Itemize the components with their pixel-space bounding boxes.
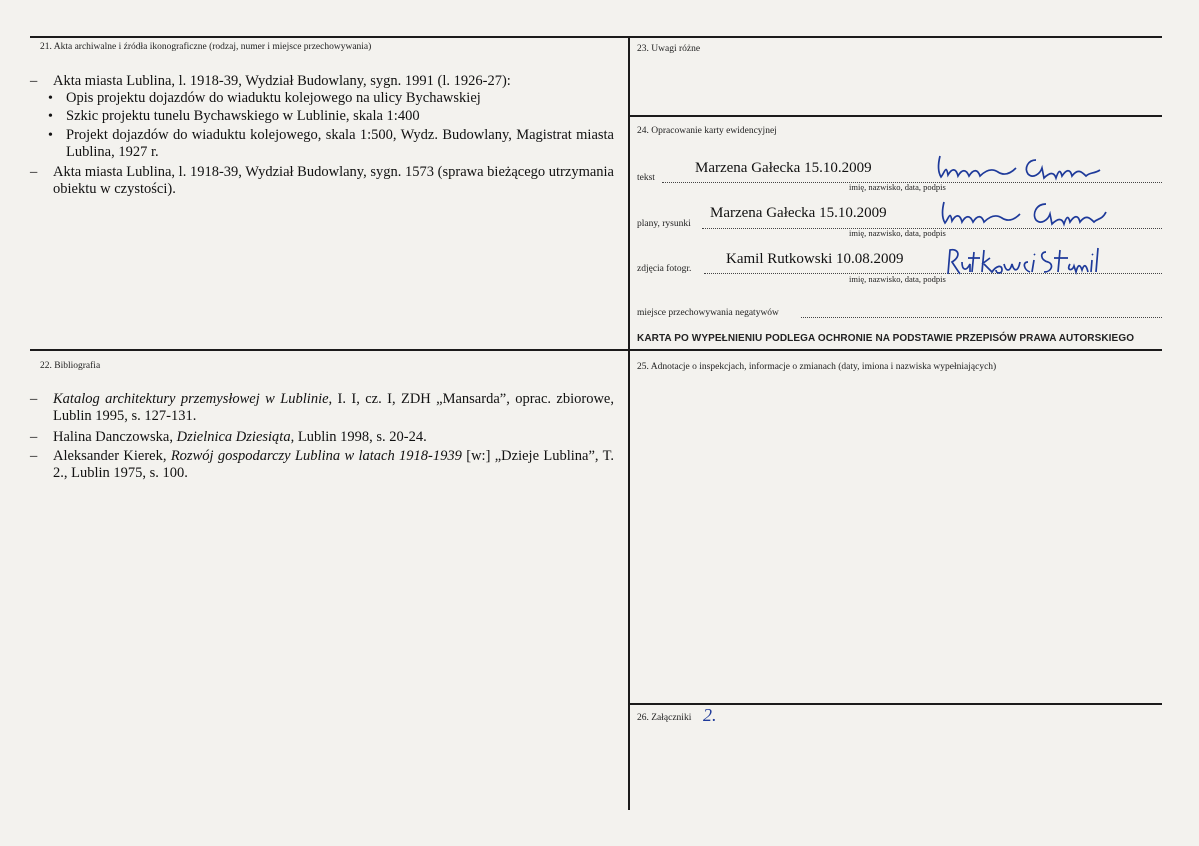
bibliography-item-2-author: Halina Danczowska, (53, 429, 177, 445)
archive-bullet-3 (48, 127, 614, 161)
archive-bullet-2 (48, 108, 614, 125)
middle-rule-right (630, 349, 1162, 351)
photos-author-label: zdjęcia fotogr. (637, 264, 692, 274)
dash-mark: – (30, 391, 38, 407)
drawings-author-label: plany, rysunki (637, 219, 691, 229)
section-22-title: 22. Bibliografia (40, 361, 101, 371)
attachments-count: 2. (703, 705, 717, 725)
section-25-title: 25. Adnotacje o inspekcjach, informacje o zmianach (daty, imiona i nazwiska wypełniających) (637, 362, 997, 372)
negatives-location-line (801, 317, 1162, 318)
top-rule-left (30, 36, 628, 38)
bibliography-item-2 (30, 429, 614, 446)
dash-mark: – (30, 164, 38, 180)
archive-bullet-1-text: Opis projektu dojazdów do wiaduktu kolejowego na ulicy Bychawskiej (66, 90, 481, 106)
section-26-title: 26. Załączniki (637, 713, 692, 723)
section-23-title: 23. Uwagi różne (637, 44, 701, 54)
text-author-value: Marzena Gałecka 15.10.2009 (695, 160, 872, 176)
archive-entry-2-text: Akta miasta Lublina, l. 1918-39, Wydział Budowlany, sygn. 1573 (sprawa bieżącego utrzymania obiektu w czystości). (53, 164, 614, 197)
archive-entry-1-text: Akta miasta Lublina, l. 1918-39, Wydział Budowlany, sygn. 1991 (l. 1926-27): (53, 73, 511, 89)
bibliography-item-3-author: Aleksander Kierek, (53, 448, 171, 464)
photos-author-caption: imię, nazwisko, data, podpis (849, 274, 946, 284)
section-21-title: 21. Akta archiwalne i źródła ikonograficzne (rodzaj, numer i miejsce przechowywania) (40, 42, 372, 52)
negatives-location-label: miejsce przechowywania negatywów (637, 308, 779, 318)
text-author-label: tekst (637, 173, 655, 183)
dash-mark: – (30, 429, 38, 445)
archive-bullet-2-text: Szkic projektu tunelu Bychawskiego w Lublinie, skala 1:400 (66, 108, 420, 124)
bibliography-item-3 (30, 448, 614, 482)
bibliography-item-1-title: Katalog architektury przemysłowej w Lublinie (53, 391, 329, 407)
dash-mark: – (30, 448, 38, 464)
bibliography-item-1-rest: , I. I, cz. I, ZDH „Mansarda”, oprac. zbiorowe, Lublin 1995, s. 127-131. (53, 391, 614, 424)
bullet-mark: • (48, 128, 53, 143)
archive-entry-1 (30, 73, 620, 90)
signature-rutkowski (942, 244, 1102, 280)
bibliography-item-3-title: Rozwój gospodarczy Lublina w latach 1918-1939 (170, 448, 462, 464)
archive-bullet-3-text: Projekt dojazdów do wiaduktu kolejowego, skala 1:500, Wydz. Budowlany, Magistrat miasta Lublina, 1927 r. (66, 127, 614, 160)
bibliography-item-2-title: Dzielnica Dziesiąta (176, 429, 291, 445)
signature-galecka-2 (936, 196, 1116, 230)
top-rule-right (628, 36, 1162, 38)
bibliography-item-2-rest: , Lublin 1998, s. 20-24. (290, 429, 427, 445)
section-24-title: 24. Opracowanie karty ewidencyjnej (637, 126, 777, 136)
bullet-mark: • (48, 91, 53, 106)
bibliography-item-1 (30, 391, 614, 425)
copyright-notice: KARTA PO WYPEŁNIENIU PODLEGA OCHRONIE NA PODSTAWIE PRZEPISÓW PRAWA AUTORSKIEGO (637, 333, 1135, 344)
text-author-caption: imię, nazwisko, data, podpis (849, 182, 946, 192)
vertical-divider (628, 36, 630, 810)
middle-rule-left (30, 349, 628, 351)
bullet-mark: • (48, 109, 53, 124)
drawings-author-caption: imię, nazwisko, data, podpis (849, 228, 946, 238)
signature-galecka-1 (932, 150, 1112, 184)
archive-entry-2 (30, 164, 614, 198)
bibliography-item-3-rest: [w:] „Dzieje Lublina”, T. 2., Lublin 1975, s. 100. (53, 448, 615, 481)
photos-author-value: Kamil Rutkowski 10.08.2009 (726, 251, 904, 267)
archive-bullet-1 (48, 90, 614, 107)
rule-after-23 (630, 115, 1162, 117)
drawings-author-value: Marzena Gałecka 15.10.2009 (710, 205, 887, 221)
dash-mark: – (30, 73, 38, 89)
